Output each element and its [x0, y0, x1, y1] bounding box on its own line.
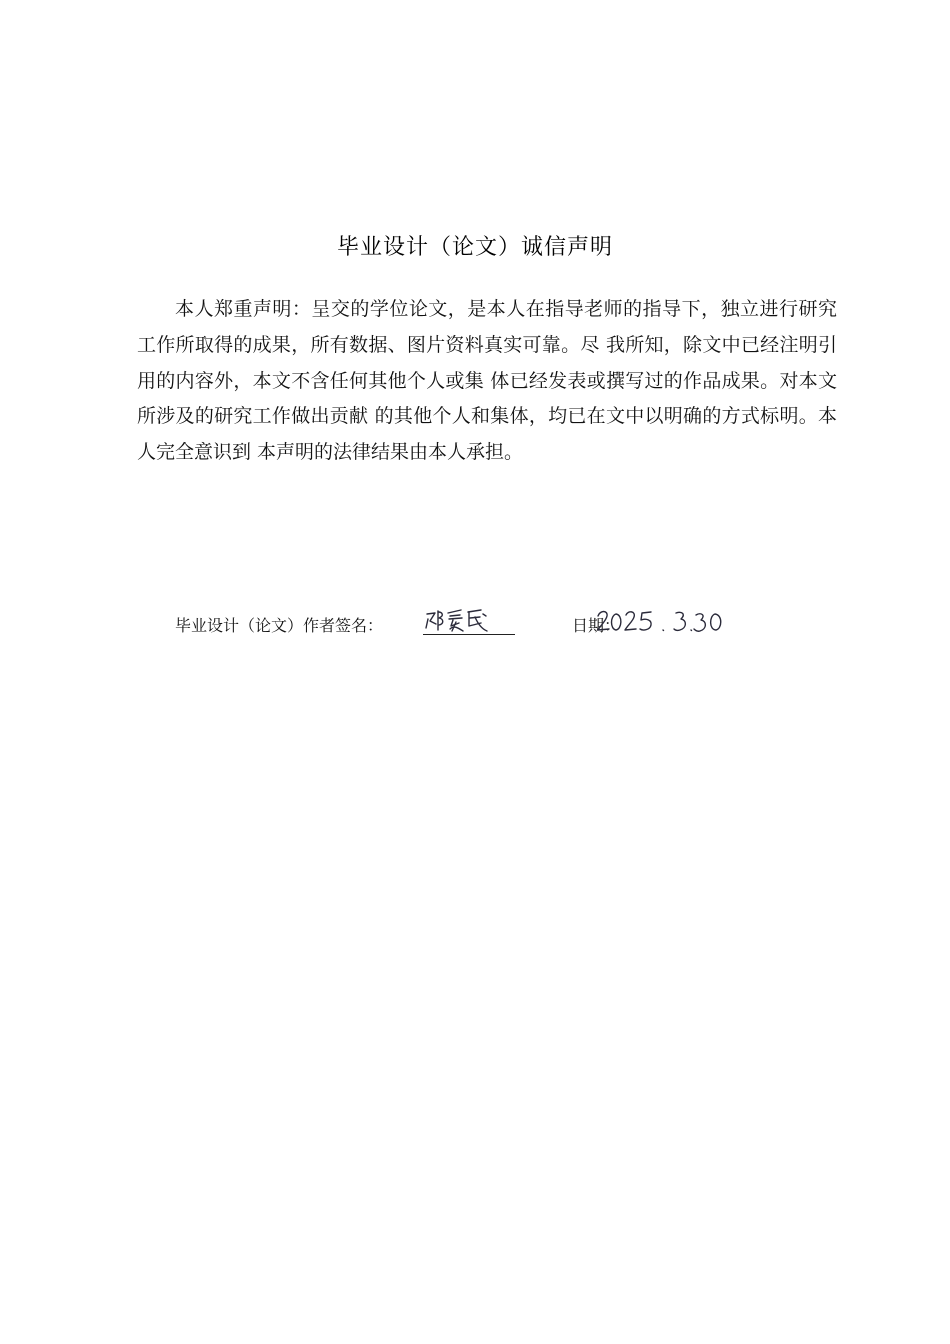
handwritten-date [596, 604, 726, 640]
declaration-paragraph: 本人郑重声明：呈交的学位论文，是本人在指导老师的指导下，独立进行研究工作所取得的成果，所有数据、图片资料真实可靠。尽 我所知，除文中已经注明引用的内容外，本文不含任何其他个人或集 体已经发表或撰写过的作品成果。对本文所涉及的研究工作做出贡献 的其他个人和集体，均已在文中以明确的方式标明。本人完全意识到 本声明的法律结果由本人承担。 [137, 298, 837, 464]
signature-row [175, 612, 795, 642]
signature-label: 毕业设计（论文）作者签名： [175, 616, 384, 635]
signature-underline [423, 634, 515, 635]
declaration-title: 毕业设计（论文）诚信声明 [336, 235, 613, 260]
date-label: 日期： [572, 616, 621, 635]
handwritten-signature [423, 604, 493, 636]
